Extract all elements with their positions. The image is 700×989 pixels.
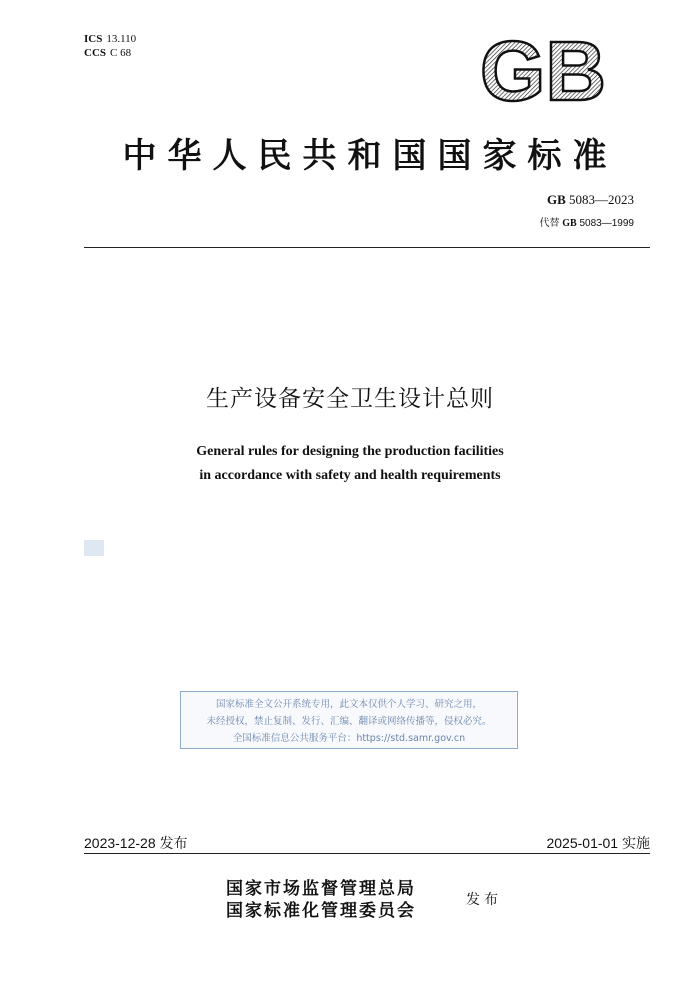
copyright-notice-box — [180, 691, 518, 749]
issuer-samr: 国家市场监督管理总局 — [226, 879, 416, 899]
notice-line1: 国家标准全文公开系统专用，此文本仅供个人学习、研究之用， — [215, 699, 482, 710]
ics-code: ICS 13.110 — [84, 33, 137, 45]
ccs-code: CCS C 68 — [84, 47, 132, 59]
english-title-line1: General rules for designing the production facilities — [196, 444, 504, 459]
notice-line3: 全国标准信息公共服务平台：https://std.samr.gov.cn — [232, 733, 466, 744]
top-divider — [84, 247, 650, 248]
replaces-standard: 代替 GB 5083—1999 — [539, 218, 634, 229]
classification-codes — [84, 32, 136, 60]
bottom-divider — [84, 853, 650, 854]
issuing-authorities — [226, 878, 416, 922]
stamp-mark-icon — [84, 540, 104, 556]
national-standard-title: 中华人民共和国国家标准 — [122, 136, 618, 176]
english-title — [0, 440, 700, 488]
chinese-title: 生产设备安全卫生设计总则 — [206, 386, 494, 412]
notice-line2: 未经授权，禁止复制、发行、汇编、翻译或网络传播等，侵权必究。 — [206, 716, 492, 727]
issue-date: 2023-12-28 发布 — [84, 835, 188, 852]
issuer-sac: 国家标准化管理委员会 — [226, 901, 416, 921]
implementation-date: 2025-01-01 实施 — [546, 835, 650, 852]
publish-label: 发布 — [466, 892, 502, 908]
english-title-line2: in accordance with safety and health requirements — [199, 468, 501, 483]
logo-text: GB — [480, 34, 606, 106]
standard-number: GB 5083—2023 — [546, 192, 634, 207]
gb-logo — [472, 34, 614, 106]
